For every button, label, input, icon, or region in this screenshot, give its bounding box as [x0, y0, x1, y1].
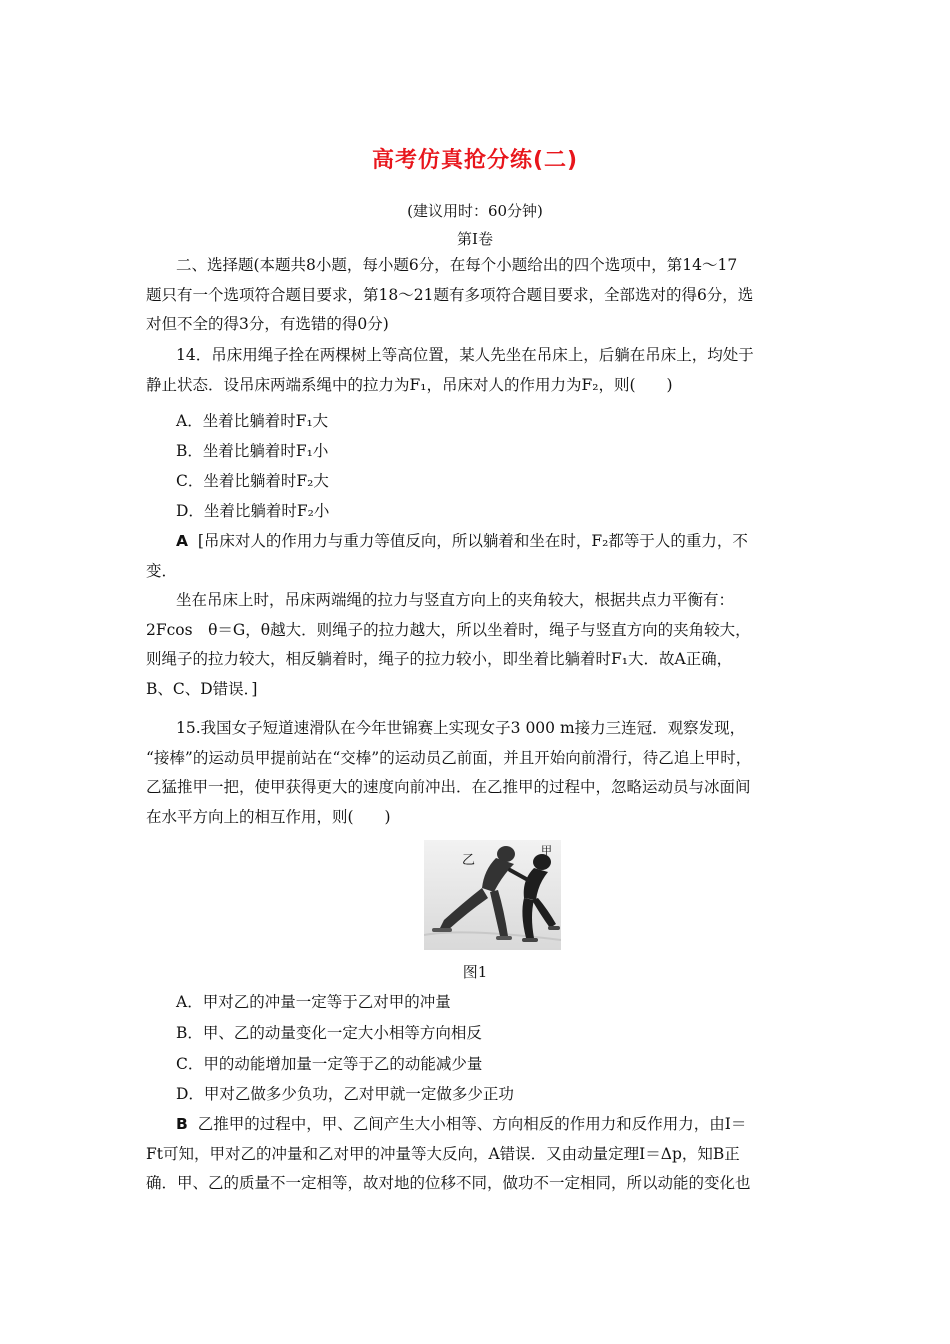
q15-answer-letter: B [176, 1115, 188, 1133]
stem-line: 乙猛推甲一把，使甲获得更大的速度向前冲出．在乙推甲的过程中，忽略运动员与冰面间 [146, 778, 751, 796]
figure-label-yi: 乙 [462, 853, 476, 868]
explanation-line: 2Fcos θ＝G，θ越大．则绳子的拉力越大，所以坐着时，绳子与竖直方向的夹角较大， [146, 620, 751, 639]
figure-label-jia: 甲 [541, 844, 552, 857]
question-14-stem [146, 341, 810, 400]
volume-heading: 第Ⅰ卷 [457, 230, 493, 248]
explanation-line: 确．甲、乙的质量不一定相等，故对地的位移不同，做功不一定相同，所以动能的变化也 [146, 1174, 751, 1192]
q15-option-b: B．甲、乙的动量变化一定大小相等方向相反 [176, 1024, 482, 1042]
section-intro [146, 251, 810, 340]
q15-option-c: C．甲的动能增加量一定等于乙的动能减少量 [176, 1055, 483, 1073]
q15-option-d: D．甲对乙做多少负功，乙对甲就一定做多少正功 [176, 1085, 514, 1103]
skaters-photo [424, 840, 561, 950]
explanation-line: 乙推甲的过程中，甲、乙间产生大小相等、方向相反的作用力和反作用力，由I＝ [197, 1115, 747, 1133]
explanation-line: Ft可知，甲对乙的冲量和乙对甲的冲量等大反向，A错误．又由动量定理I＝Δp，知B正 [146, 1144, 740, 1163]
stem-line: 在水平方向上的相互作用，则( ) [146, 807, 391, 826]
q14-option-c: C．坐着比躺着时F₂大 [176, 472, 329, 490]
explanation-line: 变． [146, 561, 178, 580]
q14-explanation [146, 527, 810, 704]
intro-line: 二、选择题(本题共8小题，每小题6分，在每个小题给出的四个选项中，第14～17 [176, 256, 738, 274]
q14-option-a: A．坐着比躺着时F₁大 [176, 412, 329, 430]
skaters-illustration [424, 840, 561, 950]
stem-line: 15.我国女子短道速滑队在今年世锦赛上实现女子3 000 m接力三连冠．观察发现， [176, 719, 746, 737]
intro-line: 题只有一个选项符合题目要求，第18～21题有多项符合题目要求，全部选对的得6分，选 [146, 285, 754, 304]
q14-option-b: B．坐着比躺着时F₁小 [176, 442, 329, 460]
question-15-stem [146, 714, 810, 832]
stem-line: 14．吊床用绳子拴在两棵树上等高位置，某人先坐在吊床上，后躺在吊床上，均处于 [176, 346, 754, 364]
stem-line: “接棒”的运动员甲提前站在“交棒”的运动员乙前面，并且开始向前滑行，待乙追上甲时， [146, 748, 752, 767]
figure-caption: 图1 [462, 963, 488, 981]
q15-explanation [146, 1110, 810, 1199]
explanation-line: 坐在吊床上时，吊床两端绳的拉力与竖直方向上的夹角较大，根据共点力平衡有： [176, 591, 735, 609]
explanation-line: 则绳子的拉力较大，相反躺着时，绳子的拉力较小，即坐着比躺着时F₁大．故A正确， [146, 650, 733, 668]
time-note: (建议用时：60分钟) [407, 202, 543, 220]
q14-answer-letter: A [176, 532, 188, 550]
stem-line: 静止状态．设吊床两端系绳中的拉力为F₁，吊床对人的作用力为F₂，则( ) [146, 375, 673, 394]
intro-line: 对但不全的得3分，有选错的得0分) [146, 315, 389, 333]
explanation-line: [吊床对人的作用力与重力等值反向，所以躺着和坐在时，F₂都等于人的重力，不 [197, 532, 748, 550]
page-title: 高考仿真抢分练(二) [371, 148, 579, 173]
explanation-line: B、C、D错误．] [146, 679, 258, 698]
q14-option-d: D．坐着比躺着时F₂小 [176, 502, 330, 520]
q15-option-a: A．甲对乙的冲量一定等于乙对甲的冲量 [176, 993, 451, 1011]
